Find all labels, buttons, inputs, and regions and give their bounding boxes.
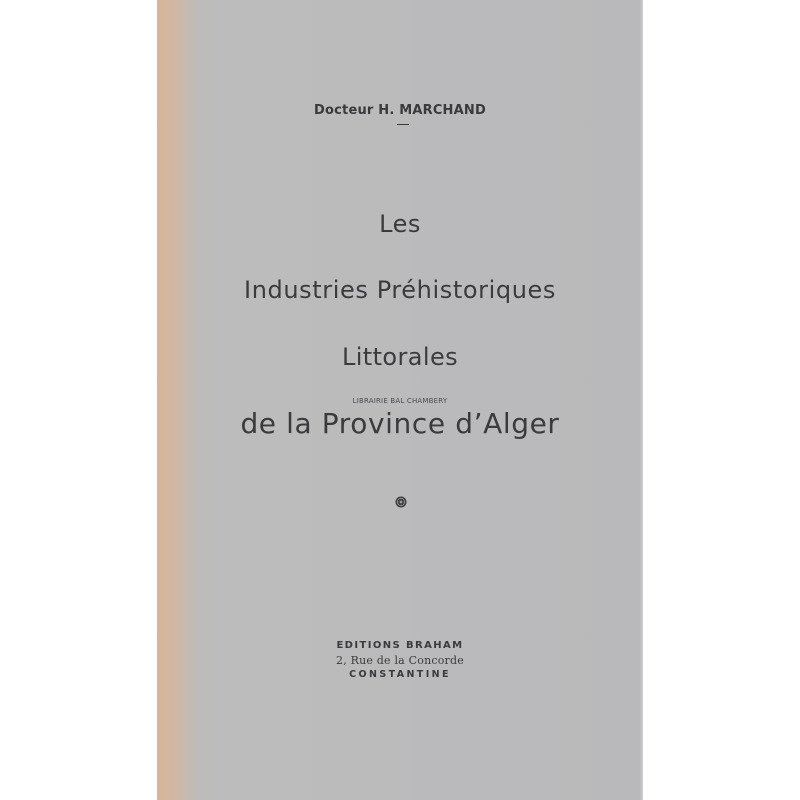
book-cover (157, 0, 643, 800)
title-line-4: de la Province d’Alger (240, 407, 560, 440)
publisher-address: 2, Rue de la Concorde (336, 654, 464, 667)
bookseller-stamp: LIBRAIRIE BAL CHAMBERY (352, 397, 448, 405)
title-line-2: Industries Préhistoriques (244, 276, 556, 304)
rosette-ornament-icon (395, 496, 407, 508)
publisher-name: EDITIONS BRAHAM (336, 640, 464, 651)
author-underline-rule (397, 124, 409, 125)
title-line-1: Les (379, 210, 421, 238)
title-line-3: Littorales (341, 343, 459, 371)
publisher-city: CONSTANTINE (349, 669, 451, 680)
author-name: Docteur H. MARCHAND (314, 103, 486, 118)
